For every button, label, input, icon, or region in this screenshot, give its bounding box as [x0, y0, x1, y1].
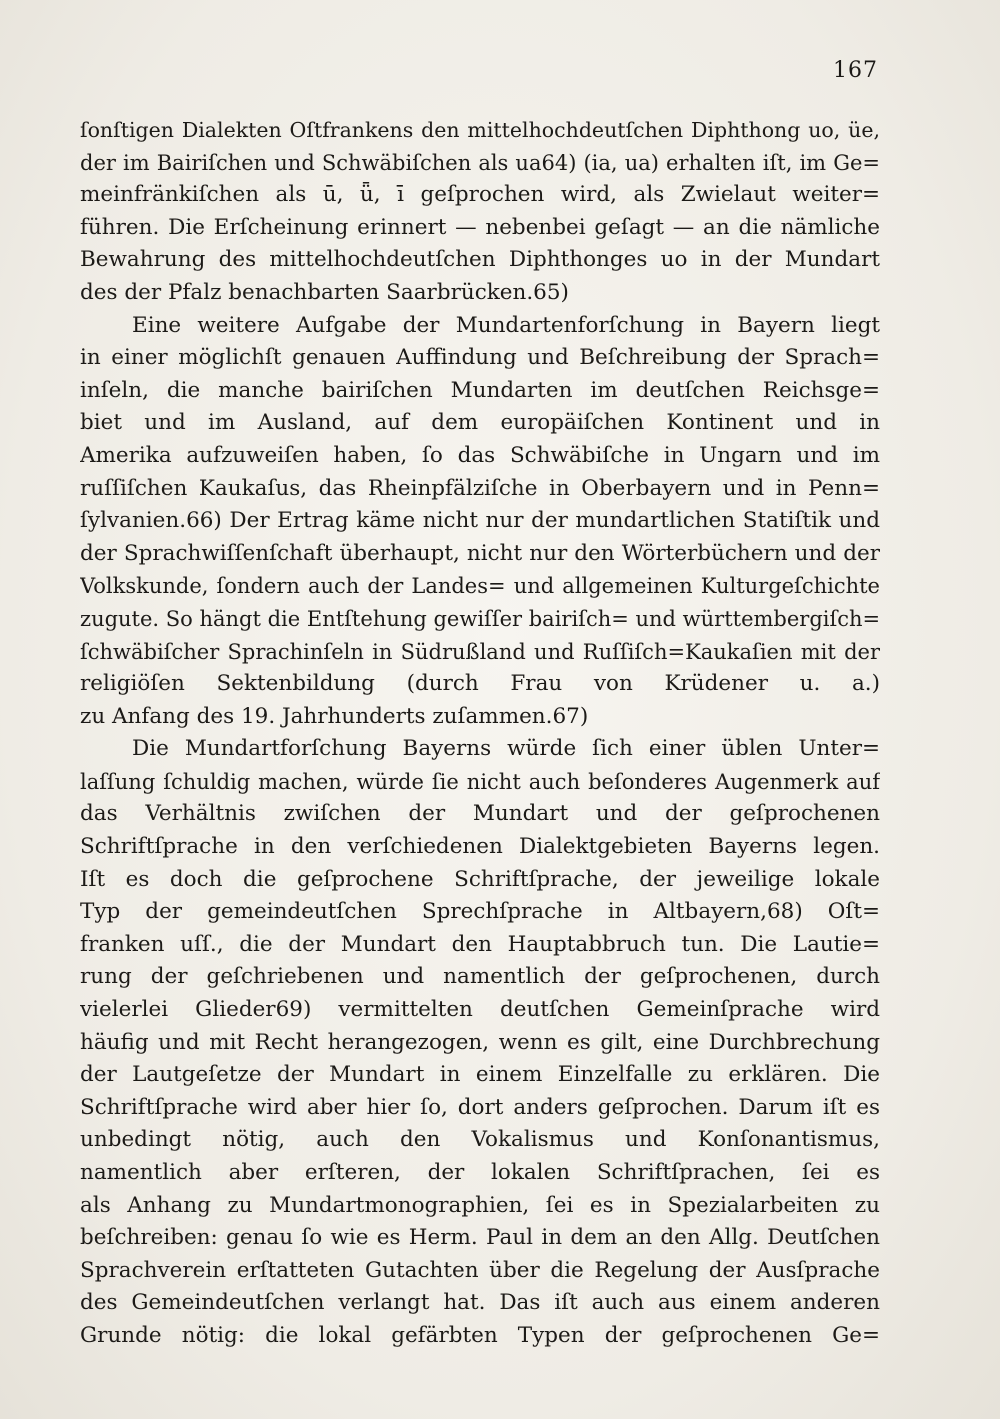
text-line: ſchwäbiſcher Sprachinſeln in Südrußland und Ruſſiſch=Kaukaſien mit der: [80, 639, 880, 664]
text-line: als Anhang zu Mundartmonographien, ſei es in Spezialarbeiten zu: [80, 1192, 880, 1218]
text-line: das Verhältnis zwiſchen der Mundart und der geſprochenen: [80, 801, 880, 827]
text-line: Sprachverein erſtatteten Gutachten über die Regelung der Ausſprache: [80, 1257, 880, 1283]
text-line: franken uſſ., die der Mundart den Hauptabbruch tun. Die Lautie=: [80, 931, 880, 957]
text-line: Schriftſprache wird aber hier ſo, dort anders geſprochen. Darum iſt es: [80, 1094, 880, 1120]
text-line: Amerika aufzuweiſen haben, ſo das Schwäbiſche in Ungarn und im: [80, 442, 880, 468]
text-line: in einer möglichſt genauen Auffindung und Beſchreibung der Sprach=: [80, 345, 880, 371]
paragraph: [80, 310, 880, 734]
text-line: Bewahrung des mittelhochdeutſchen Diphthonges uo in der Mundart: [80, 247, 880, 273]
text-line: unbedingt nötig, auch den Vokalismus und Konſonantismus,: [80, 1127, 880, 1153]
text-line: inſeln, die manche bairiſchen Mundarten im deutſchen Reichsge=: [80, 377, 880, 403]
text-line: Schriftſprache in den verſchiedenen Dialektgebieten Bayerns legen.: [80, 834, 880, 860]
text-line: ſonſtigen Dialekten Oſtfrankens den mittelhochdeutſchen Diphthong uo, üe,: [80, 118, 880, 142]
text-line: laſſung ſchuldig machen, würde ſie nicht auch beſonderes Augenmerk auf: [80, 769, 880, 794]
text-line: des Gemeindeutſchen verlangt hat. Das iſt auch aus einem anderen: [80, 1290, 880, 1316]
text-line: Die Mundartforſchung Bayerns würde ſich einer üblen Unter=: [132, 736, 880, 762]
text-line: vielerlei Glieder69) vermittelten deutſchen Gemeinſprache wird: [80, 997, 880, 1023]
text-line: ruſſiſchen Kaukaſus, das Rheinpfälziſche in Oberbayern und in Penn=: [80, 475, 880, 501]
body-text: [80, 114, 880, 1353]
page-number: 167: [833, 58, 878, 83]
text-line: ſylvanien.66) Der Ertrag käme nicht nur der mundartlichen Statiſtik und: [80, 508, 880, 534]
text-line: führen. Die Erſcheinung erinnert — nebenbei geſagt — an die nämliche: [80, 214, 880, 240]
text-line: rung der geſchriebenen und namentlich der geſprochenen, durch: [80, 964, 880, 990]
text-line: Grunde nötig: die lokal gefärbten Typen der geſprochenen Ge=: [80, 1322, 880, 1348]
text-line: Iſt es doch die geſprochene Schriftſprache, der jeweilige lokale: [80, 866, 880, 892]
text-line: der Sprachwiſſenſchaft überhaupt, nicht nur den Wörterbüchern und der: [80, 540, 880, 566]
paragraph: [80, 114, 880, 310]
text-line: der Lautgeſetze der Mundart in einem Einzelfalle zu erklären. Die: [80, 1062, 880, 1088]
text-line: zugute. So hängt die Entſtehung gewiſſer bairiſch= und württembergiſch=: [80, 606, 880, 631]
text-line: namentlich aber erſteren, der lokalen Schriftſprachen, ſei es: [80, 1160, 880, 1185]
text-line: beſchreiben: genau ſo wie es Herm. Paul in dem an den Allg. Deutſchen: [80, 1225, 880, 1251]
text-line: biet und im Ausland, auf dem europäiſchen Kontinent und in: [80, 410, 880, 436]
text-line: Typ der gemeindeutſchen Sprechſprache in Altbayern,68) Oſt=: [80, 899, 880, 925]
text-line: meinfränkiſchen als ū, ǖ, ī geſprochen wird, als Zwielaut weiter=: [80, 182, 880, 208]
text-line: der im Bairiſchen und Schwäbiſchen als ua64) (ia, ua) erhalten iſt, im Ge=: [80, 150, 880, 175]
text-line: des der Pfalz benachbarten Saarbrücken.65): [80, 279, 569, 305]
text-line: religiöſen Sektenbildung (durch Frau von Krüdener u. a.): [80, 671, 880, 697]
text-line: Eine weitere Aufgabe der Mundartenforſchung in Bayern liegt: [132, 312, 880, 338]
text-line: häufig und mit Recht herangezogen, wenn es gilt, eine Durchbrechung: [80, 1029, 880, 1055]
text-line: Volkskunde, ſondern auch der Landes= und allgemeinen Kulturgeſchichte: [80, 574, 880, 599]
paragraph: [80, 733, 880, 1352]
text-line: zu Anfang des 19. Jahrhunderts zuſammen.67): [80, 703, 589, 729]
